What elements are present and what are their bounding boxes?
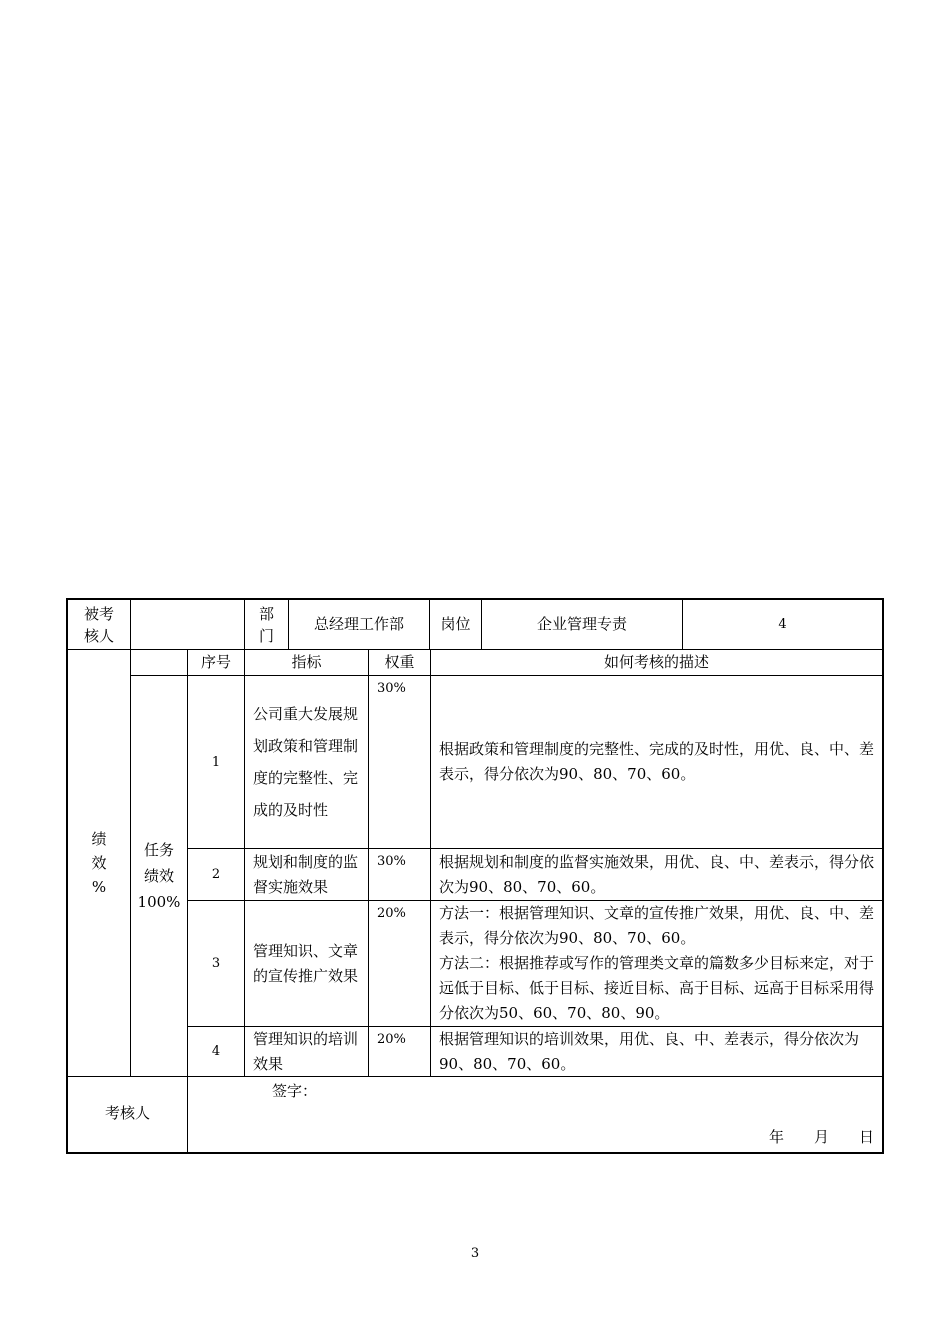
- code-value: 4: [683, 600, 882, 650]
- row-3-weight: 20%: [369, 901, 431, 1027]
- assessee-value: [131, 600, 245, 650]
- row-3-indicator: 管理知识、文章的宣传推广效果: [245, 901, 369, 1027]
- row-4-indicator: 管理知识的培训效果: [245, 1027, 369, 1077]
- row-2-description: 根据规划和制度的监督实施效果，用优、良、中、差表示，得分依次为90、80、70、60。: [431, 849, 882, 901]
- department-label: 部 门: [245, 600, 289, 650]
- post-label: 岗位: [430, 600, 482, 650]
- column-header-description: 如何考核的描述: [431, 650, 882, 676]
- post-value: 企业管理专责: [482, 600, 683, 650]
- row-1-weight: 30%: [369, 676, 431, 849]
- row-1-seq: 1: [188, 676, 245, 849]
- column-header-blank: [131, 650, 188, 676]
- row-4-seq: 4: [188, 1027, 245, 1077]
- row-3-description: 方法一：根据管理知识、文章的宣传推广效果，用优、良、中、差表示，得分依次为90、80、70、60。 方法二：根据推荐或写作的管理类文章的篇数多少目标来定，对于远低于目标、低于目标、接近目标、高于目标、远高于目标采用得分依次为50、60、70、80、90。: [431, 901, 882, 1027]
- column-header-indicator: 指标: [245, 650, 369, 676]
- row-3-seq: 3: [188, 901, 245, 1027]
- assessee-label: 被考 核人: [68, 600, 131, 650]
- row-2-indicator: 规划和制度的监督实施效果: [245, 849, 369, 901]
- performance-label: 绩 效 %: [68, 650, 131, 1077]
- signature-label: 签字：: [272, 1082, 318, 1100]
- row-2-weight: 30%: [369, 849, 431, 901]
- row-1-indicator: 公司重大发展规划政策和管理制度的完整性、完成的及时性: [245, 676, 369, 849]
- row-2-seq: 2: [188, 849, 245, 901]
- row-1-description: 根据政策和管理制度的完整性、完成的及时性，用优、良、中、差表示，得分依次为90、80、70、60。: [431, 676, 882, 849]
- column-header-weight: 权重: [369, 650, 431, 676]
- column-header-seq: 序号: [188, 650, 245, 676]
- signature-area: [188, 1077, 882, 1152]
- assessor-label: 考核人: [68, 1077, 188, 1152]
- row-4-weight: 20%: [369, 1027, 431, 1077]
- department-value: 总经理工作部: [289, 600, 430, 650]
- date-label: 年 月 日: [768, 1128, 874, 1146]
- page-number: 3: [470, 1246, 480, 1261]
- assessment-table: [66, 598, 884, 1154]
- task-performance-label: 任务 绩效 100%: [131, 676, 188, 1077]
- row-4-description: 根据管理知识的培训效果，用优、良、中、差表示，得分依次为90、80、70、60。: [431, 1027, 882, 1077]
